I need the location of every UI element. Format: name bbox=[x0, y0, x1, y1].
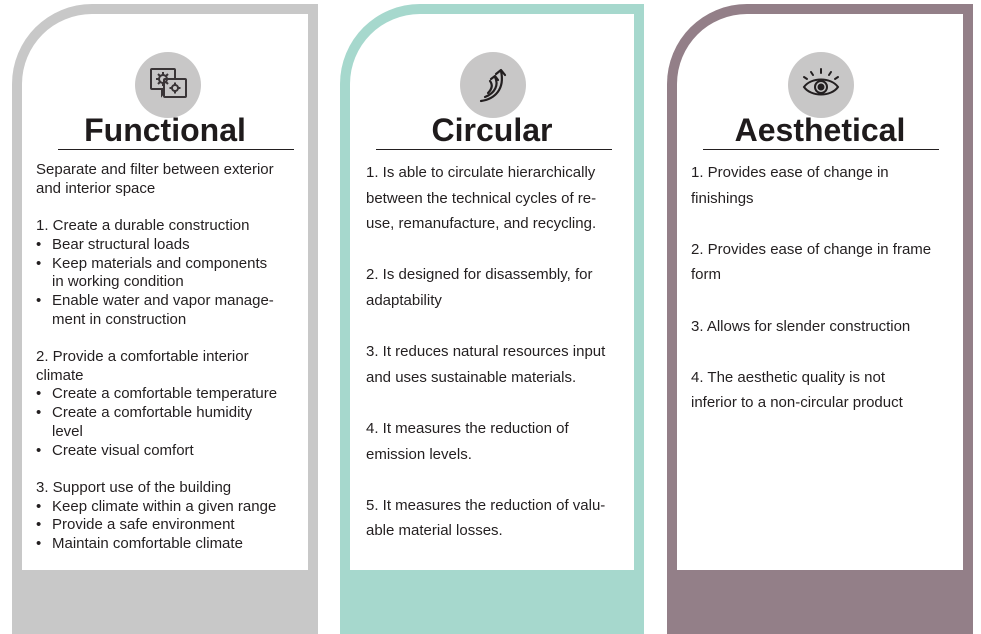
functional-bullet-list bbox=[36, 236, 292, 330]
circular-content bbox=[366, 160, 618, 570]
aesthetical-title-underline bbox=[703, 149, 939, 150]
gears-window-icon bbox=[135, 52, 201, 118]
circular-arrows-icon bbox=[460, 52, 526, 118]
bullet-item: • Maintain comfortable climate bbox=[36, 535, 292, 554]
circular-list-item: 4. It measures the reduction of emission levels. bbox=[366, 419, 569, 463]
bullet-item: • Keep climate within a given range bbox=[36, 498, 292, 517]
spacer bbox=[36, 198, 292, 217]
aesthetical-list-item: 3. Allows for slender construction bbox=[691, 317, 911, 335]
spacer bbox=[36, 460, 292, 479]
functional-card bbox=[12, 4, 318, 634]
eye-icon bbox=[788, 52, 854, 118]
functional-section-heading: 1. Create a durable construction bbox=[36, 217, 250, 235]
circular-title: Circular bbox=[431, 112, 553, 148]
spacer bbox=[36, 329, 292, 348]
bullet-item: • Bear structural loads bbox=[36, 236, 292, 255]
aesthetical-card bbox=[667, 4, 973, 634]
bullet-item: • Enable water and vapor manage- ment in construction bbox=[36, 292, 292, 329]
circular-list-item: 1. Is able to circulate hierarchically between the technical cycles of re- use, remanufacture, and recycling. bbox=[366, 164, 597, 233]
bullet-item: • Keep materials and components in working condition bbox=[36, 255, 292, 292]
circular-card bbox=[340, 4, 644, 634]
functional-intro: Separate and filter between exterior and interior space bbox=[36, 161, 274, 197]
aesthetical-card-panel bbox=[677, 14, 963, 570]
functional-bullet-list bbox=[36, 498, 292, 554]
aesthetical-list-item: 4. The aesthetic quality is not inferior to a non-circular product bbox=[691, 368, 903, 412]
bullet-item: • Create visual comfort bbox=[36, 442, 292, 461]
functional-title-underline bbox=[58, 149, 294, 150]
functional-card-panel bbox=[22, 14, 308, 570]
aesthetical-content bbox=[691, 160, 947, 442]
circular-list-item: 2. Is designed for disassembly, for adaptability bbox=[366, 266, 593, 309]
bullet-item: • Create a comfortable temperature bbox=[36, 385, 292, 404]
aesthetical-list-item: 2. Provides ease of change in frame form bbox=[691, 240, 932, 284]
bullet-item: • Provide a safe environment bbox=[36, 516, 292, 535]
functional-content bbox=[36, 161, 292, 554]
bullet-item: • Create a comfortable humidity level bbox=[36, 404, 292, 441]
circular-list-item: 3. It reduces natural resources input and uses sustainable materials. bbox=[366, 343, 606, 386]
circular-card-panel bbox=[350, 14, 634, 570]
circular-list-item: 5. It measures the reduction of valu- able material losses. bbox=[366, 496, 606, 540]
aesthetical-title: Aesthetical bbox=[734, 112, 906, 148]
functional-section-heading: 2. Provide a comfortable interior climate bbox=[36, 348, 249, 384]
functional-bullet-list bbox=[36, 385, 292, 460]
aesthetical-list-item: 1. Provides ease of change in finishings bbox=[691, 164, 889, 207]
functional-section-heading: 3. Support use of the building bbox=[36, 478, 232, 496]
circular-title-underline bbox=[376, 149, 612, 150]
functional-title: Functional bbox=[84, 112, 246, 148]
